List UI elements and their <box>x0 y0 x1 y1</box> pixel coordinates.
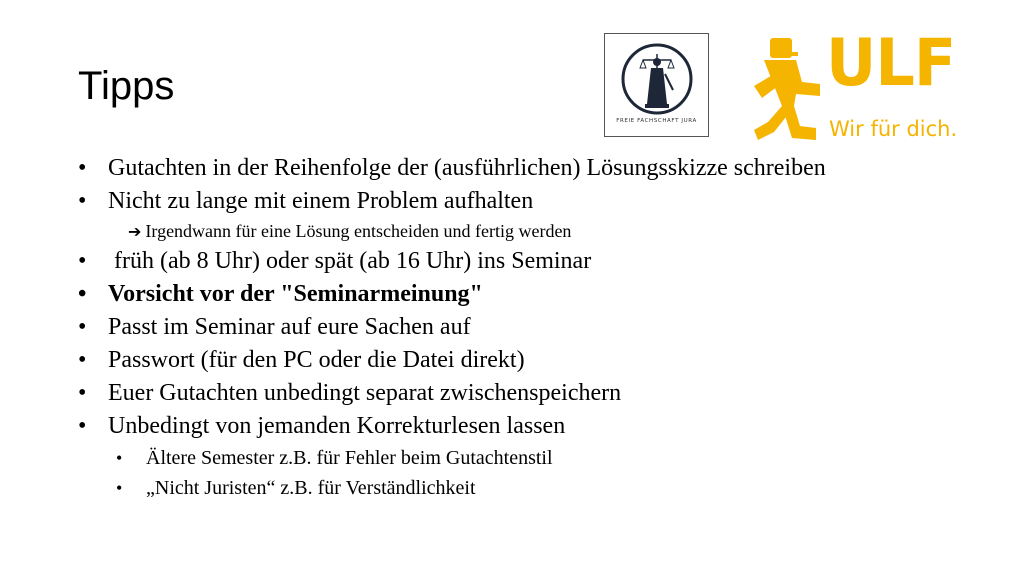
bullet-list <box>78 152 978 503</box>
list-subitem: ➔ Irgendwann für eine Lösung entscheiden und fertig werden <box>128 221 572 241</box>
bullet-icon: • <box>116 448 123 468</box>
list-item: • Passt im Seminar auf eure Sachen auf <box>78 311 978 344</box>
freie-fachschaft-jura-logo <box>604 33 709 137</box>
list-item: • Unbedingt von jemanden Korrekturlesen lassen <box>78 410 978 443</box>
list-item: • Nicht zu lange mit einem Problem aufhalten <box>78 185 978 218</box>
running-figure-icon <box>752 36 826 146</box>
bullet-icon: • <box>78 155 87 181</box>
bullet-icon: • <box>78 248 87 274</box>
list-subitem: • „Nicht Juristen“ z.B. für Verständlichkeit <box>78 473 978 503</box>
ffj-logo-text: FREIE FACHSCHAFT JURA <box>616 118 697 124</box>
list-subitem: • Ältere Semester z.B. für Fehler beim Gutachtenstil <box>78 443 978 473</box>
ulf-slogan: Wir für dich. <box>829 117 958 141</box>
list-item: • Euer Gutachten unbedingt separat zwischenspeichern <box>78 377 978 410</box>
ulf-wordmark: ULF <box>826 24 956 101</box>
bullet-icon: • <box>78 380 87 406</box>
bullet-icon: • <box>78 347 87 373</box>
slide-title: Tipps <box>78 64 175 108</box>
list-item: • Passwort (für den PC oder die Datei direkt) <box>78 344 978 377</box>
list-item: • früh (ab 8 Uhr) oder spät (ab 16 Uhr) ins Seminar <box>78 245 978 278</box>
bullet-icon: • <box>78 314 87 340</box>
list-item-highlight: • Vorsicht vor der "Seminarmeinung" <box>78 278 978 311</box>
bullet-icon: • <box>116 478 123 498</box>
bullet-icon: • <box>78 281 87 307</box>
bullet-icon: • <box>78 188 87 214</box>
arrow-right-icon: ➔ <box>128 222 142 241</box>
list-item: • Gutachten in der Reihenfolge der (ausführlichen) Lösungsskizze schreiben <box>78 152 978 185</box>
ulf-logo <box>752 24 958 146</box>
bullet-icon: • <box>78 413 87 439</box>
